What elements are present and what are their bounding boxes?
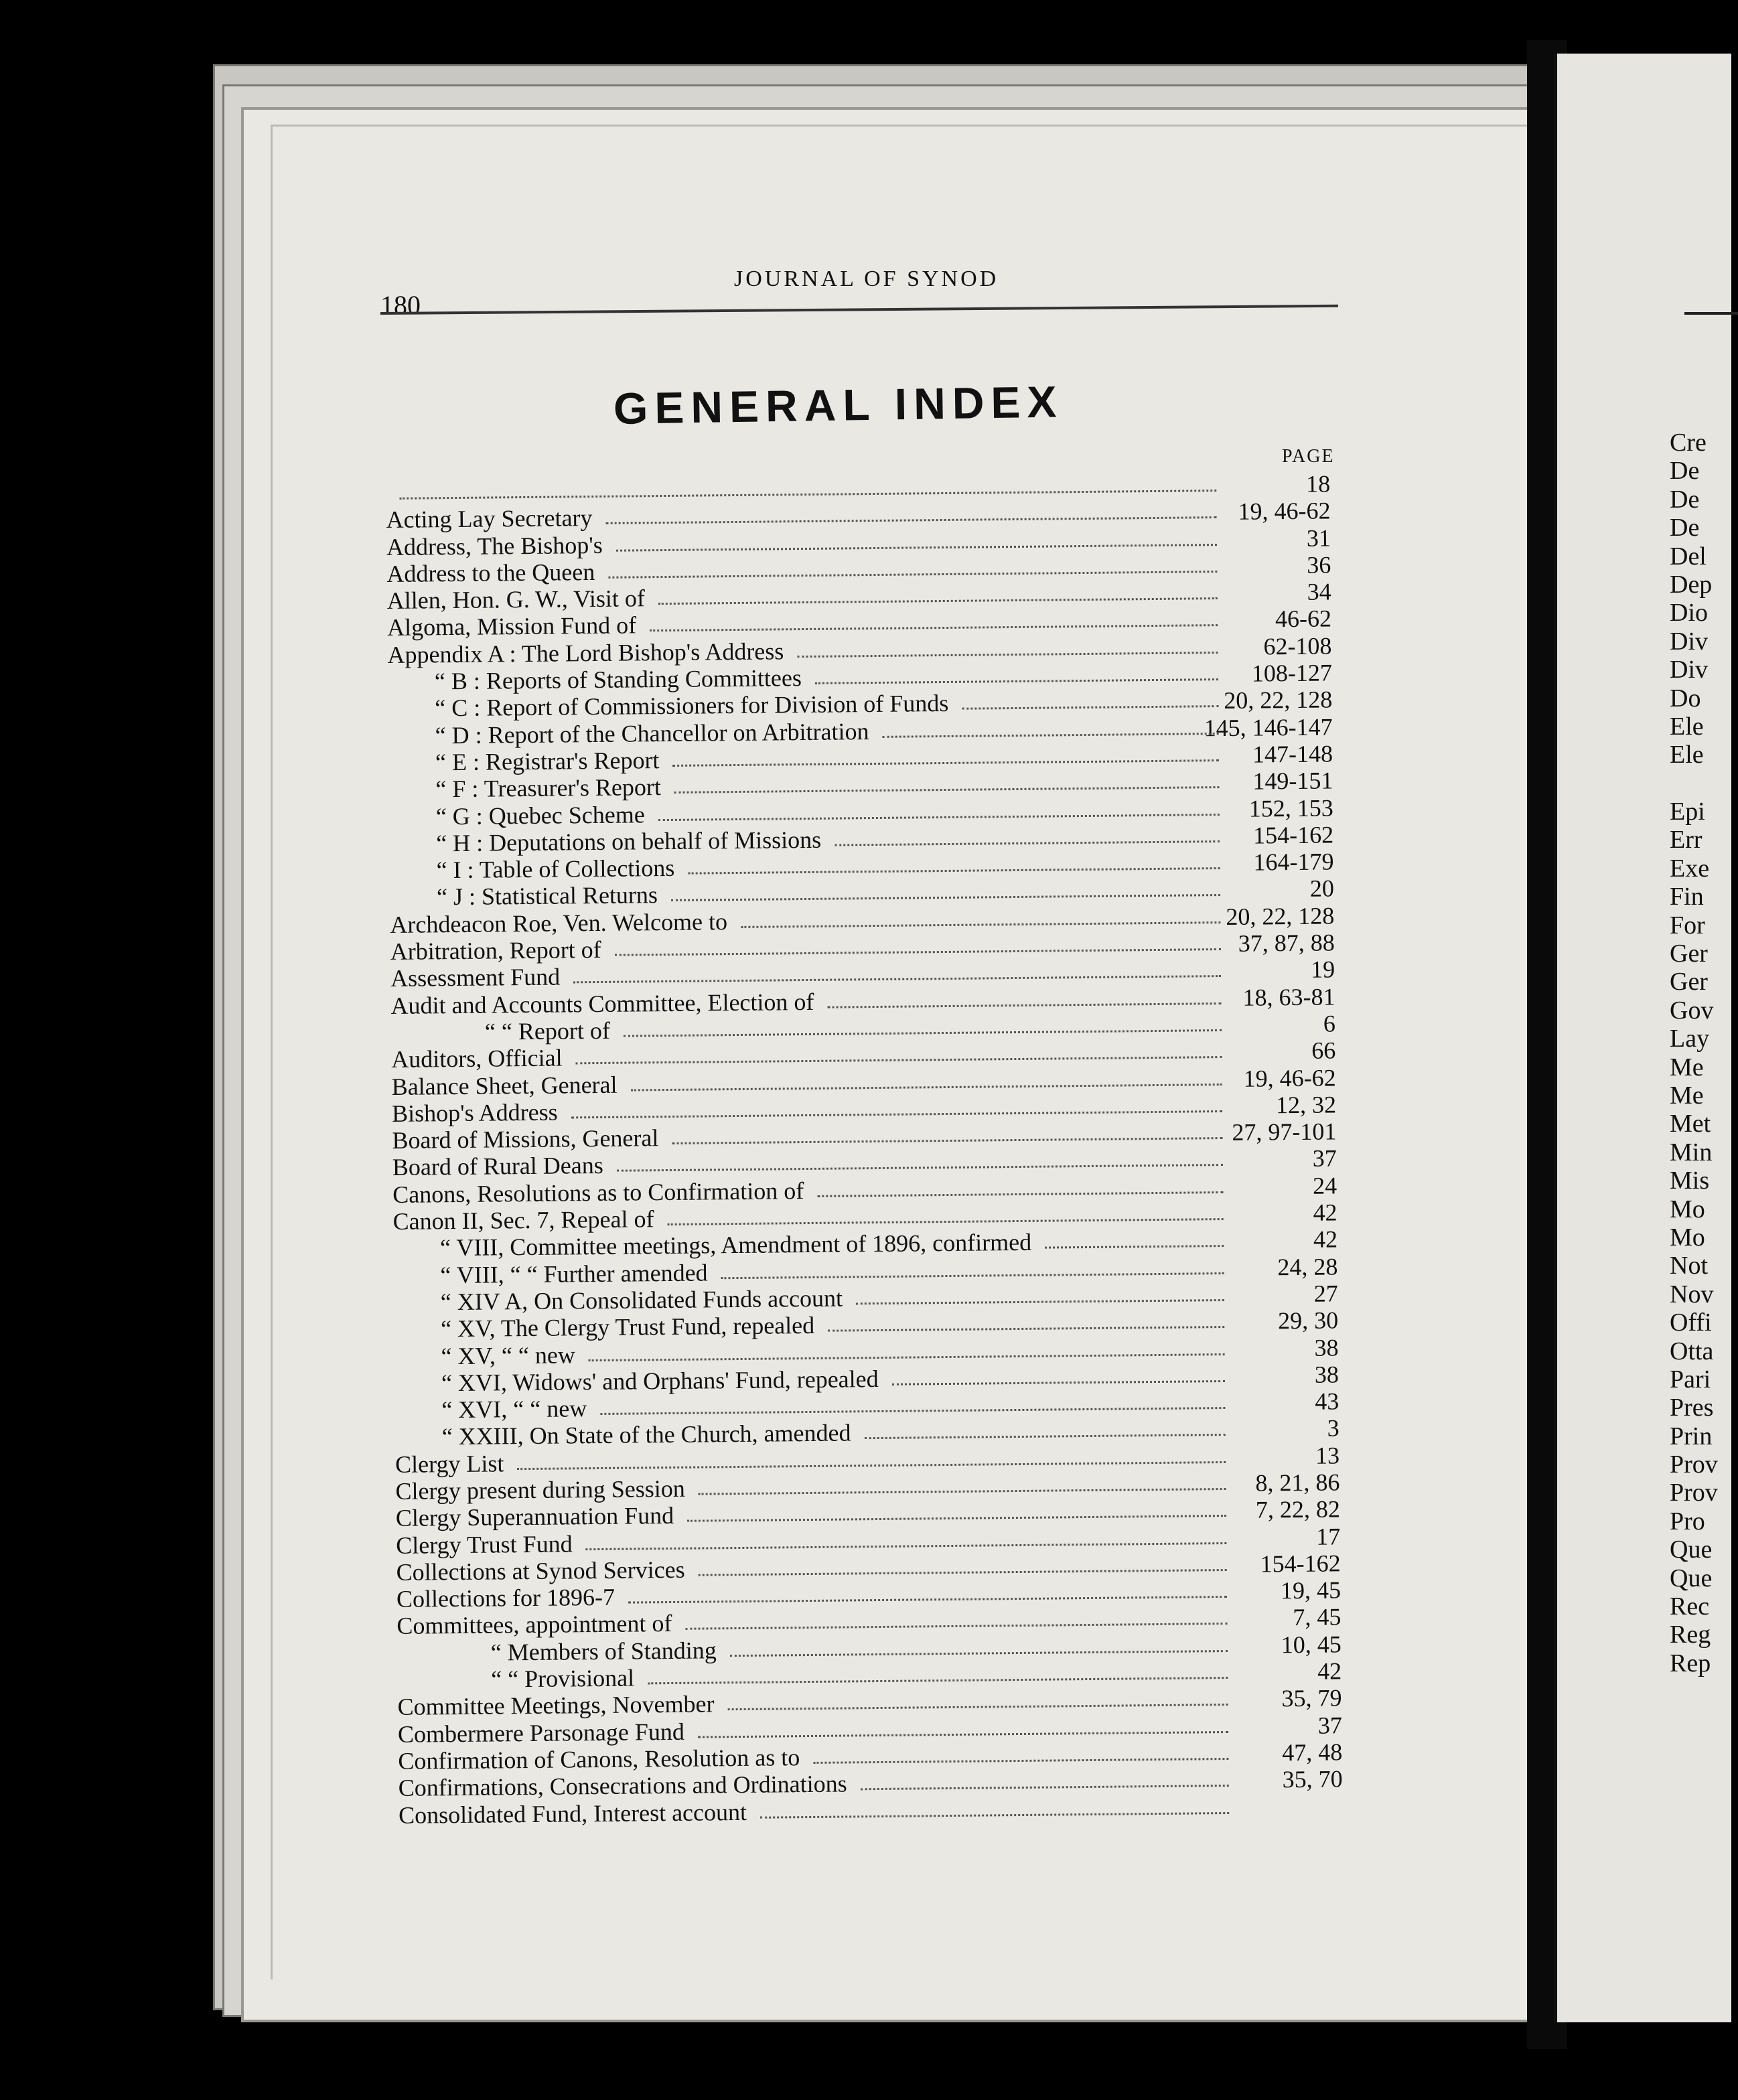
index-entry-label: Address, The Bishop's (386, 531, 603, 560)
index-entry-label: “ XVI, “ “ new (441, 1395, 587, 1424)
dot-leader (606, 516, 1217, 524)
facing-fragment: Offi (1670, 1308, 1712, 1337)
dot-leader (687, 1515, 1226, 1522)
index-entry-pages: 19, 45 (1280, 1576, 1342, 1604)
index-entry-label: Archdeacon Roe, Ven. Welcome to (390, 907, 728, 938)
dot-leader (615, 948, 1221, 956)
index-entry-label: “ VIII, “ “ Further amended (440, 1259, 708, 1288)
dot-leader (828, 1002, 1222, 1008)
dot-leader (815, 678, 1218, 684)
index-entry-label: Collections for 1896-7 (396, 1583, 615, 1613)
dot-leader (517, 1461, 1226, 1470)
index-entry-pages: 38 (1314, 1361, 1339, 1388)
facing-fragment: Epi (1670, 798, 1705, 826)
facing-fragment: Prov (1670, 1479, 1718, 1507)
facing-fragment: Mo (1670, 1223, 1705, 1252)
index-entry-pages: 3 (1327, 1414, 1339, 1442)
facing-fragment: Prov (1670, 1450, 1718, 1479)
dot-leader (589, 1353, 1225, 1361)
index-entry-pages: 20 (1309, 875, 1335, 903)
facing-fragment: Min (1670, 1138, 1713, 1167)
facing-fragment: Not (1670, 1252, 1708, 1280)
index-entry-label: “ Members of Standing (490, 1637, 717, 1666)
index-entries (386, 470, 1370, 1829)
index-entry-pages: 18, 63-81 (1242, 983, 1335, 1011)
facing-fragment: Ger (1670, 968, 1708, 996)
index-entry-label: “ G : Quebec Scheme (435, 800, 645, 830)
facing-fragment: Mo (1670, 1195, 1705, 1223)
dot-leader (672, 759, 1219, 767)
facing-fragment: Dep (1670, 570, 1713, 599)
dot-leader (648, 1677, 1228, 1684)
facing-fragment: De (1670, 514, 1700, 542)
dot-leader (585, 1542, 1226, 1550)
index-entry-pages: 35, 70 (1282, 1765, 1343, 1793)
index-entry-pages: 17 (1316, 1522, 1341, 1550)
index-entry-label: Address to the Queen (386, 558, 595, 587)
index-entry-pages: 19, 46-62 (1238, 497, 1331, 526)
index-entry-label: “ “ Provisional (491, 1664, 635, 1693)
index-entry-label: Allen, Hon. G. W., Visit of (386, 585, 646, 615)
index-entry-pages: 46-62 (1275, 605, 1332, 633)
dot-leader (631, 1083, 1222, 1091)
index-entry-label: Canon II, Sec. 7, Repeal of (392, 1205, 654, 1235)
index-entry-label: “ XIV A, On Consolidated Funds account (440, 1284, 843, 1316)
dot-leader (672, 1137, 1223, 1144)
dot-leader (828, 1326, 1224, 1332)
index-entry-label: Confirmations, Consecrations and Ordinations (398, 1770, 847, 1802)
dot-leader (962, 705, 1218, 710)
index-entry-label: Board of Missions, General (392, 1124, 659, 1154)
index-entry-pages: 19 (1310, 956, 1335, 984)
index-entry-label: “ F : Treasurer's Report (435, 773, 662, 803)
index-entry-label: Clergy Superannuation Fund (395, 1502, 674, 1532)
dot-leader (865, 1434, 1226, 1439)
index-entry-pages: 38 (1314, 1333, 1339, 1361)
dot-leader (883, 733, 1219, 738)
index-entry-pages: 24, 28 (1277, 1253, 1338, 1280)
running-head: JOURNAL OF SYNOD (734, 267, 999, 291)
page-number: 180 (380, 290, 421, 320)
index-entry-pages: 7, 22, 82 (1255, 1495, 1341, 1523)
facing-head-rule (1684, 312, 1738, 315)
facing-fragment: De (1670, 457, 1700, 485)
index-entry-pages: 37 (1317, 1712, 1343, 1739)
index-entry-pages: 42 (1317, 1657, 1342, 1685)
index-entry-label: Auditors, Official (391, 1044, 563, 1073)
facing-fragment: Pari (1670, 1365, 1711, 1394)
facing-fragment: Rep (1670, 1649, 1711, 1677)
index-entry-pages: 20, 22, 128 (1224, 686, 1333, 715)
index-entry-pages: 18 (1305, 470, 1331, 498)
index-entry-pages: 108-127 (1251, 659, 1333, 687)
dot-leader (628, 1596, 1227, 1604)
dot-leader (668, 1218, 1224, 1225)
facing-fragment: Err (1670, 826, 1703, 854)
index-entry-pages: 6 (1323, 1010, 1336, 1037)
facing-fragment: Div (1670, 627, 1708, 656)
facing-fragment: Exe (1670, 854, 1710, 883)
index-entry-pages: 62-108 (1263, 632, 1332, 660)
index-entry-label: “ XXIII, On State of the Church, amended (441, 1419, 851, 1450)
index-entry-label: Algoma, Mission Fund of (386, 611, 637, 642)
index-entry-label: “ C : Report of Commissioners for Division of Funds (435, 690, 949, 722)
index-entry-label: Committees, appointment of (396, 1610, 672, 1640)
index-entry-label: Combermere Parsonage Fund (397, 1718, 685, 1748)
index-entry-pages: 27, 97-101 (1232, 1118, 1337, 1146)
dot-leader (699, 1488, 1226, 1495)
facing-fragment: Pres (1670, 1394, 1714, 1422)
index-entry-pages: 19, 46-62 (1243, 1063, 1336, 1092)
dot-leader (721, 1272, 1224, 1279)
facing-fragment: Me (1670, 1081, 1704, 1110)
dot-leader (658, 814, 1220, 821)
index-entry-pages: 7, 45 (1293, 1603, 1342, 1631)
index-entry-pages: 20, 22, 128 (1226, 902, 1335, 930)
index-entry-pages: 12, 32 (1275, 1091, 1337, 1119)
index-entry-pages: 37 (1312, 1144, 1337, 1173)
index-entry-label: Clergy Trust Fund (396, 1529, 573, 1559)
index-entry-label: Committee Meetings, November (397, 1690, 715, 1721)
index-entry-pages: 147-148 (1252, 740, 1333, 768)
index-entry-label: “ B : Reports of Standing Committees (434, 664, 802, 695)
facing-fragment: Pro (1670, 1507, 1705, 1535)
dot-leader (730, 1650, 1228, 1657)
index-entry-label: Clergy present during Session (395, 1475, 685, 1505)
index-entry-label: Audit and Accounts Committee, Election of (390, 988, 814, 1019)
dot-leader (571, 1110, 1222, 1118)
dot-leader (624, 1029, 1222, 1037)
index-entry-pages: 13 (1315, 1442, 1340, 1469)
facing-fragment: Ele (1670, 741, 1704, 769)
index-entry-pages: 47, 48 (1282, 1738, 1343, 1767)
index-entry-pages: 145, 146-147 (1204, 713, 1333, 741)
index-entry-pages: 154-162 (1260, 1550, 1341, 1578)
index-entry-label: “ E : Registrar's Report (435, 747, 660, 776)
dot-leader (856, 1299, 1224, 1304)
dot-leader (671, 895, 1220, 902)
dot-leader (835, 840, 1220, 846)
index-entry-pages: 34 (1307, 578, 1331, 605)
index-entry-label: “ “ Report of (484, 1017, 611, 1045)
facing-fragment: Del (1670, 542, 1707, 571)
index-entry-pages: 37, 87, 88 (1238, 929, 1335, 957)
index-entry-pages: 8, 21, 86 (1255, 1469, 1340, 1497)
facing-fragment: Ger (1670, 940, 1708, 968)
index-entry-pages: 42 (1313, 1199, 1337, 1226)
index-entry-label: Collections at Synod Services (396, 1556, 685, 1586)
index-entry-label: Confirmation of Canons, Resolution as to (398, 1744, 800, 1775)
facing-fragment (1670, 769, 1718, 798)
dot-leader (600, 1407, 1225, 1415)
index-entry-pages: 10, 45 (1281, 1631, 1342, 1659)
facing-fragment: Que (1670, 1535, 1713, 1564)
facing-fragment: De (1670, 485, 1700, 514)
facing-fragment: Mis (1670, 1167, 1710, 1195)
facing-fragment: Que (1670, 1564, 1713, 1592)
facing-fragment: Reg (1670, 1621, 1711, 1649)
index-entry-label: Assessment Fund (390, 963, 561, 992)
dot-leader (728, 1704, 1228, 1710)
index-entry-pages: 66 (1311, 1037, 1336, 1065)
page-title: GENERAL INDEX (613, 376, 1064, 433)
index-entry-pages: 31 (1306, 524, 1331, 552)
index-entry-label: “ XVI, Widows' and Orphans' Fund, repealed (441, 1365, 879, 1397)
index-entry-pages: 35, 79 (1281, 1684, 1342, 1712)
index-entry-pages: 154-162 (1252, 821, 1334, 849)
index-entry-pages: 24 (1312, 1172, 1337, 1199)
index-entry-pages: 29, 30 (1277, 1306, 1339, 1335)
index-entry-pages: 149-151 (1252, 767, 1333, 795)
dot-leader (741, 921, 1220, 928)
index-entry-label: Acting Lay Secretary (386, 504, 593, 534)
index-entry-label: Consolidated Fund, Interest account (398, 1798, 747, 1829)
index-entry-label: Canons, Resolutions as to Confirmation of (392, 1177, 804, 1208)
facing-page-fragments (1670, 429, 1718, 1677)
index-entry-pages: 42 (1313, 1225, 1338, 1254)
facing-fragment: Otta (1670, 1337, 1714, 1365)
dot-leader (616, 544, 1217, 552)
dot-leader (650, 625, 1218, 632)
index-entry-label: “ J : Statistical Returns (436, 881, 658, 911)
index-entry-pages: 27 (1313, 1280, 1338, 1307)
dot-leader (658, 597, 1218, 605)
facing-fragment: Do (1670, 684, 1701, 712)
dot-leader (760, 1812, 1229, 1819)
dot-leader (685, 1623, 1227, 1630)
index-entry-label: “ H : Deputations on behalf of Missions (436, 826, 822, 857)
facing-fragment: Lay (1670, 1025, 1710, 1053)
dot-leader (399, 490, 1216, 500)
facing-fragment: Ele (1670, 712, 1704, 741)
facing-fragment: Cre (1670, 429, 1707, 457)
index-entry-label: “ I : Table of Collections (436, 854, 675, 884)
dot-leader (861, 1785, 1229, 1790)
dot-leader (573, 975, 1221, 983)
dot-leader (689, 867, 1220, 875)
dot-leader (617, 1164, 1223, 1172)
dot-leader (1045, 1245, 1224, 1249)
dot-leader (798, 652, 1218, 658)
dot-leader (813, 1758, 1228, 1764)
facing-fragment: Me (1670, 1053, 1704, 1081)
page-header (380, 262, 1338, 320)
index-entry-pages: 164-179 (1253, 848, 1334, 876)
facing-fragment: Dio (1670, 599, 1708, 627)
dot-leader (698, 1731, 1228, 1738)
index-entry-label: Arbitration, Report of (390, 935, 601, 966)
index-entry-label: Clergy List (394, 1450, 504, 1478)
index-entry-label: Balance Sheet, General (391, 1071, 618, 1100)
dot-leader (699, 1569, 1227, 1576)
facing-fragment: Fin (1670, 883, 1704, 911)
index-entry-pages: 43 (1315, 1388, 1339, 1415)
facing-fragment: Prin (1670, 1422, 1713, 1450)
dot-leader (575, 1056, 1222, 1064)
index-entry-label: Bishop's Address (391, 1098, 558, 1127)
index-entry-label: “ VIII, Committee meetings, Amendment of 1896, confirmed (439, 1229, 1032, 1262)
index-entry-pages: 36 (1307, 551, 1331, 579)
index-entry-label: Board of Rural Deans (392, 1152, 603, 1181)
facing-fragment: Rec (1670, 1592, 1710, 1621)
dot-leader (608, 571, 1217, 579)
index-entry-label: “ XV, The Clergy Trust Fund, repealed (440, 1312, 815, 1343)
facing-page (1554, 54, 1731, 2022)
dot-leader (674, 786, 1219, 794)
facing-fragment: Div (1670, 656, 1708, 684)
page-column-label: PAGE (1282, 446, 1335, 467)
dot-leader (892, 1380, 1225, 1385)
dot-leader (817, 1191, 1223, 1197)
index-entry-label: “ D : Report of the Chancellor on Arbitration (435, 717, 869, 749)
facing-fragment: Nov (1670, 1280, 1714, 1308)
index-entry-label: “ XV, “ “ new (441, 1341, 576, 1369)
index-entry-pages: 152, 153 (1248, 794, 1333, 822)
index-entry-label: Appendix A : The Lord Bishop's Address (387, 638, 784, 668)
facing-fragment: Gov (1670, 996, 1714, 1025)
facing-fragment: For (1670, 911, 1705, 940)
facing-fragment: Met (1670, 1110, 1711, 1138)
